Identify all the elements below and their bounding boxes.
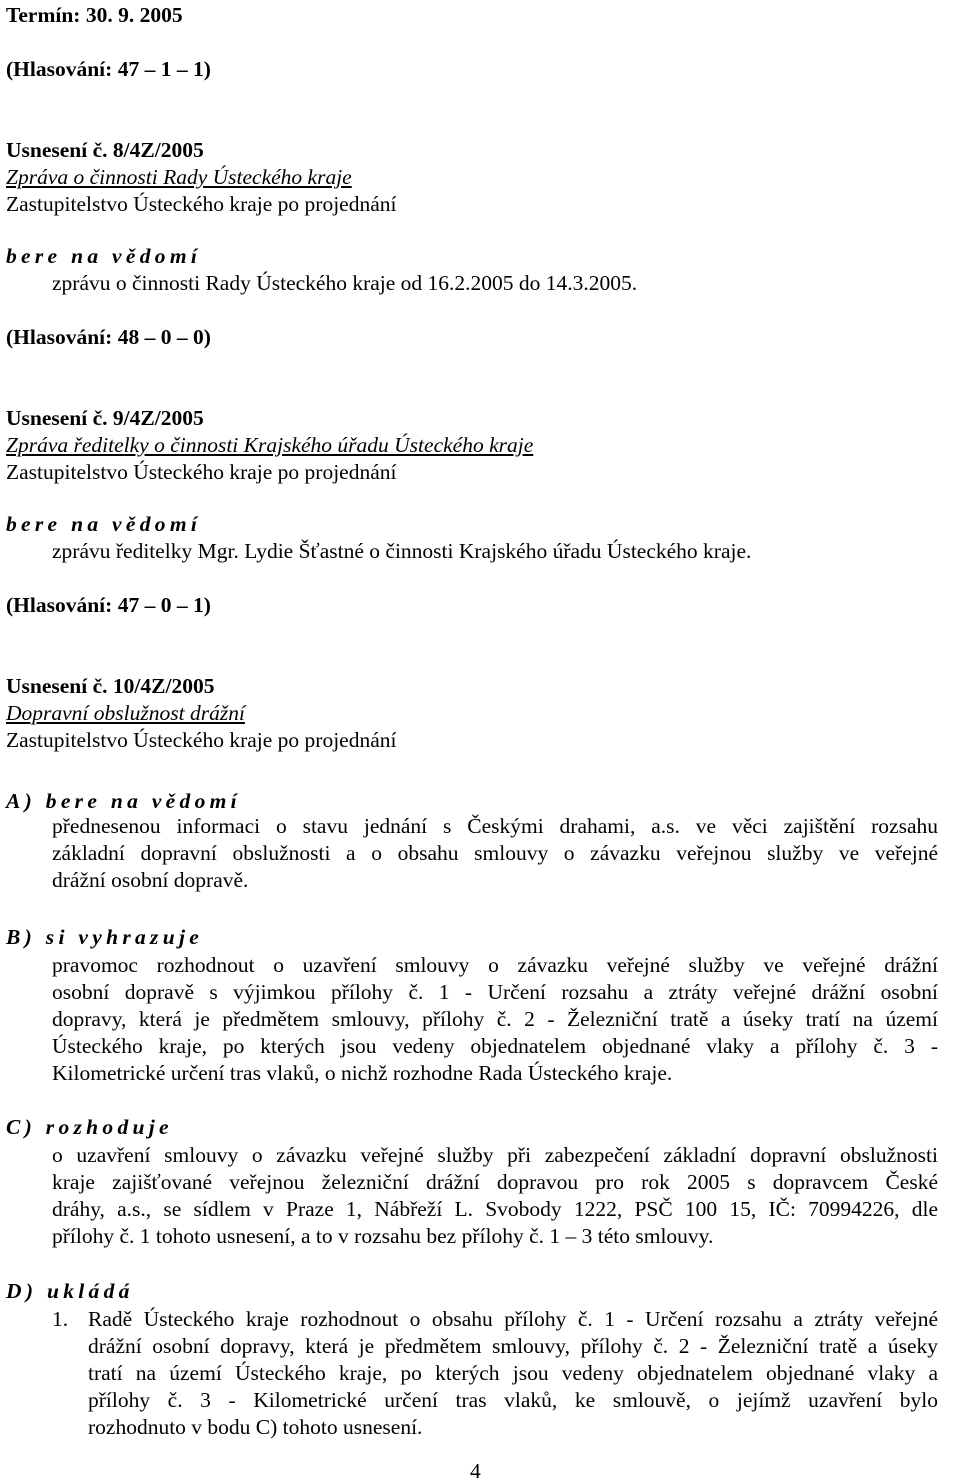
section-a-line: drážní osobní dopravě.: [52, 868, 249, 892]
section-c-label: C) rozhoduje: [6, 1115, 173, 1139]
vote-line: (Hlasování: 47 – 0 – 1): [6, 593, 211, 617]
section-d-line: Radě Ústeckého kraje rozhodnout o obsahu přílohy č. 1 - Určení rozsahu a ztráty veřejné: [88, 1307, 938, 1331]
section-b-line: Kilometrické určení tras vlaků, o nichž rozhodne Rada Ústeckého kraje.: [52, 1061, 673, 1085]
resolution-text: zprávu o činnosti Rady Ústeckého kraje od 16.2.2005 do 14.3.2005.: [52, 271, 638, 295]
section-b-label: B) si vyhrazuje: [6, 925, 204, 949]
resolution-number: Usnesení č. 8/4Z/2005: [6, 138, 204, 162]
resolution-number: Usnesení č. 10/4Z/2005: [6, 674, 215, 698]
resolution-number: Usnesení č. 9/4Z/2005: [6, 406, 204, 430]
section-b-line: dopravy, která je předmětem smlouvy, přílohy č. 2 - Železniční tratě a úseky tratí na území: [52, 1007, 938, 1031]
page-number: 4: [470, 1459, 481, 1483]
section-d-line: drážní osobní dopravy, která je předmětem smlouvy, přílohy č. 2 - Železniční tratě a úseky: [88, 1334, 938, 1358]
section-c-line: dráhy, a.s., se sídlem v Praze 1, Nábřeží L. Svobody 1222, PSČ 100 15, IČ: 70994226, dle: [52, 1197, 938, 1221]
section-c-line: přílohy č. 1 tohoto usnesení, a to v rozsahu bez přílohy č. 1 – 3 této smlouvy.: [52, 1224, 714, 1248]
section-c-line: kraje zajišťované veřejnou železniční drážní dopravou pro rok 2005 s dopravcem České: [52, 1170, 938, 1194]
resolution-verb: bere na vědomí: [6, 244, 202, 268]
section-b-line: osobní dopravě s výjimkou přílohy č. 1 - Určení rozsahu a ztráty veřejné drážní osobní: [52, 980, 938, 1004]
section-d-line: tratí na území Ústeckého kraje, po kterých jsou vedeny objednatelem objednané vlaky a: [88, 1361, 938, 1385]
resolution-verb: bere na vědomí: [6, 512, 202, 536]
section-d-label: D) ukládá: [6, 1279, 134, 1303]
section-d-line: rozhodnuto v bodu C) tohoto usnesení.: [88, 1415, 423, 1439]
section-d-item-number: 1.: [52, 1307, 69, 1331]
section-b-line: pravomoc rozhodnout o uzavření smlouvy o závazku veřejné služby ve veřejné drážní: [52, 953, 938, 977]
vote-line: (Hlasování: 48 – 0 – 0): [6, 325, 211, 349]
section-a-line: základní dopravní obslužnosti a o obsahu smlouvy o závazku veřejnou služby ve veřejné: [52, 841, 938, 865]
termin-line: Termín: 30. 9. 2005: [6, 3, 183, 27]
section-a-line: přednesenou informaci o stavu jednání s Českými drahami, a.s. ve věci zajištění rozsahu: [52, 814, 938, 838]
resolution-title: Zpráva ředitelky o činnosti Krajského úřadu Ústeckého kraje: [6, 433, 534, 457]
section-b-line: Ústeckého kraje, po kterých jsou vedeny objednatelem objednané vlaky a přílohy č. 3 -: [52, 1034, 938, 1058]
resolution-intro: Zastupitelstvo Ústeckého kraje po projednání: [6, 728, 397, 752]
resolution-intro: Zastupitelstvo Ústeckého kraje po projednání: [6, 192, 397, 216]
section-d-line: přílohy č. 3 - Kilometrické určení tras vlaků, ke smlouvě, o jejímž uzavření bylo: [88, 1388, 938, 1412]
section-a-label: A) bere na vědomí: [6, 789, 241, 813]
resolution-title: Dopravní obslužnost drážní: [6, 701, 245, 725]
vote-line: (Hlasování: 47 – 1 – 1): [6, 57, 211, 81]
resolution-intro: Zastupitelstvo Ústeckého kraje po projednání: [6, 460, 397, 484]
resolution-title: Zpráva o činnosti Rady Ústeckého kraje: [6, 165, 352, 189]
section-c-line: o uzavření smlouvy o závazku veřejné služby při zabezpečení základní dopravní obslužnosti: [52, 1143, 938, 1167]
resolution-text: zprávu ředitelky Mgr. Lydie Šťastné o činnosti Krajského úřadu Ústeckého kraje.: [52, 539, 752, 563]
